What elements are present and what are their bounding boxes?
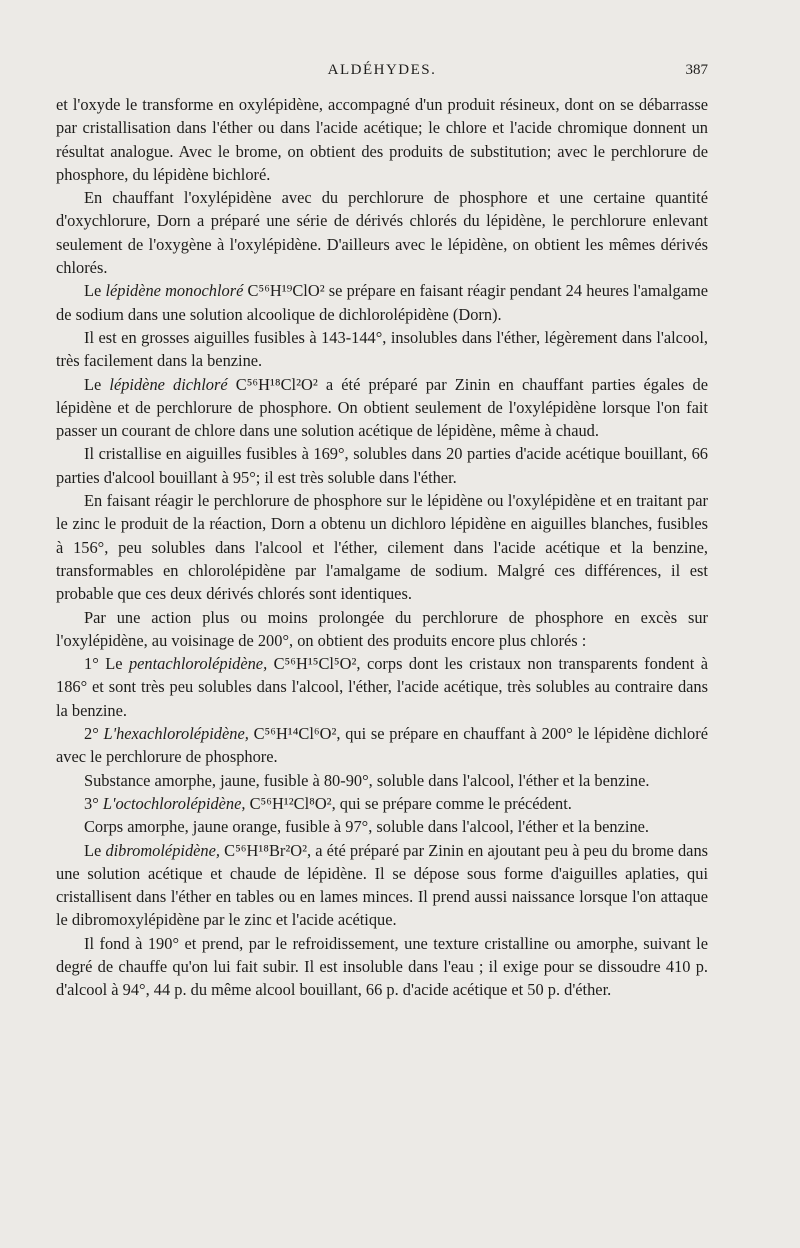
dibromo-name: dibromolépidène, [105, 840, 220, 860]
dibromo-text: , a été préparé par Zinin en ajoutant peu à peu du brome dans une solution acétique et chaude de lépidène. Il se dépose sous forme d'aiguilles aplaties, qui cristallisent dans l'éther en tables ou en lames minces. Il prend aussi naissance lorsque l'on attaque le dibromoxylépidène par le zinc et l'acide acétique. [56, 840, 709, 930]
paragraph-dibromo-props: Il fond à 190° et prend, par le refroidissement, une texture cristalline ou amorphe, suivant le degré de chauffe qu'on lui fait subir. Il est insoluble dans l'eau ; il exige pour se dissoudre 410 p. d'alcool à 94°, 44 p. du même alcool bouillant, 66 p. d'acide acétique et 50 p. d'éther. [56, 933, 708, 1000]
paragraph-penta [56, 652, 708, 722]
monochloro-name: lépidène monochloré [105, 281, 244, 301]
dichloro-formula: C⁵⁶H¹⁸Cl²O² [227, 374, 318, 394]
paragraph-hexa [56, 722, 708, 769]
paragraph-excess: Par une action plus ou moins prolongée du perchlorure de phosphore en excès sur l'oxylépidène, au voisinage de 200°, on obtient des produits encore plus chlorés : [56, 607, 708, 650]
body-text [56, 93, 708, 1002]
paragraph-hexa-props: Substance amorphe, jaune, fusible à 80-90°, soluble dans l'alcool, l'éther et la benzine. [84, 770, 650, 790]
hexa-text: , qui se prépare en chauffant à 200° le lépidène dichloré avec le perchlorure de phosphore. [56, 724, 708, 767]
penta-text: , corps dont les cristaux non transparents fondent à 186° et sont très peu solubles dans l'alcool, l'éther, l'acide acétique, très solubles au contraire dans la benzine. [56, 654, 708, 720]
paragraph-dorn: En chauffant l'oxylépidène avec du perchlorure de phosphore et une certaine quantité d'oxychlorure, Dorn a préparé une série de dérivés chlorés du lépidène, le perchlorure enlevant seulement de l'oxygène à l'oxylépidène. D'ailleurs avec le lépidène, on obtient les mêmes dérivés chlorés. [56, 188, 708, 278]
dichloro-text: a été préparé par Zinin en chauffant parties égales de lépidène et de perchlorure de phosphore. On obtient seulement de l'oxylépidène lorsque l'on fait passer un courant de chlore dans une solution acétique de lépidène, même à chaud. [56, 374, 709, 441]
paragraph-dichloro [56, 373, 708, 443]
dichloro-lead: Le [84, 374, 110, 394]
penta-formula: C⁵⁶H¹⁵Cl⁵O² [267, 654, 357, 674]
paragraph-monochloro [56, 279, 708, 326]
page-header [56, 62, 708, 84]
paragraph-dichloro-props: Il cristallise en aiguilles fusibles à 169°, solubles dans 20 parties d'acide acétique bouillant, 66 parties d'alcool bouillant à 95°; il est très soluble dans l'éther. [56, 444, 708, 487]
hexa-lead: 2° [84, 724, 104, 744]
dibromo-formula: C⁵⁶H¹⁸Br²O² [220, 840, 308, 860]
monochloro-text: se prépare en faisant réagir pendant 24 heures l'amalgame de sodium dans une solution alcoolique de dichlorolépidène (Dorn). [56, 281, 708, 324]
paragraph-monochloro-props: Il est en grosses aiguilles fusibles à 143-144°, insolubles dans l'éther, légèrement dans l'alcool, très facilement dans la benzine. [56, 327, 708, 371]
hexa-formula: C⁵⁶H¹⁴Cl⁶O² [248, 724, 337, 744]
monochloro-formula: C⁵⁶H¹⁹ClO² [243, 281, 325, 301]
octo-lead: 3° [84, 793, 103, 813]
monochloro-lead: Le [84, 281, 106, 301]
paragraph-oxyde: et l'oxyde le transforme en oxylépidène, accompagné d'un produit résineux, dont on se débarrasse par cristallisation dans l'éther ou dans l'acide acétique; le chlore et l'acide chromique donnent un résultat analogue. Avec le brome, on obtient des produits de substitution; avec le perchlorure de phosphore, du lépidène bichloré. [56, 95, 708, 184]
hexa-name: L'hexachlorolépidène, [103, 724, 249, 744]
dibromo-lead: Le [84, 840, 106, 860]
dichloro-name: lépidène dichloré [109, 374, 228, 394]
paragraph-octo [56, 792, 708, 815]
octo-text: , qui se prépare comme le précédent. [331, 793, 572, 813]
paragraph-dibromo [56, 839, 708, 932]
paragraph-dichloro-zinc: En faisant réagir le perchlorure de phosphore sur le lépidène ou l'oxylépidène et en traitant par le zinc le produit de la réaction, Dorn a obtenu un dichloro lépidène en aiguilles blanches, fusibles à 156°, peu solubles dans l'alcool et l'éther, cilement dans l'acide acétique et la benzine, transformables en chlorolépidène par l'amalgame de sodium. Malgré ces différences, il est probable que ces deux dérivés chlorés sont identiques. [56, 491, 708, 604]
octo-name: L'octochlorolépidène, [102, 793, 246, 813]
paragraph-octo-props: Corps amorphe, jaune orange, fusible à 97°, soluble dans l'alcool, l'éther et la benzine. [84, 817, 650, 837]
octo-formula: C⁵⁶H¹²Cl⁸O² [245, 793, 332, 813]
penta-lead: 1° Le [84, 654, 129, 674]
page-number: 387 [685, 62, 708, 78]
running-head: ALDÉHYDES. [327, 62, 437, 78]
penta-name: pentachlorolépidène, [128, 654, 268, 674]
